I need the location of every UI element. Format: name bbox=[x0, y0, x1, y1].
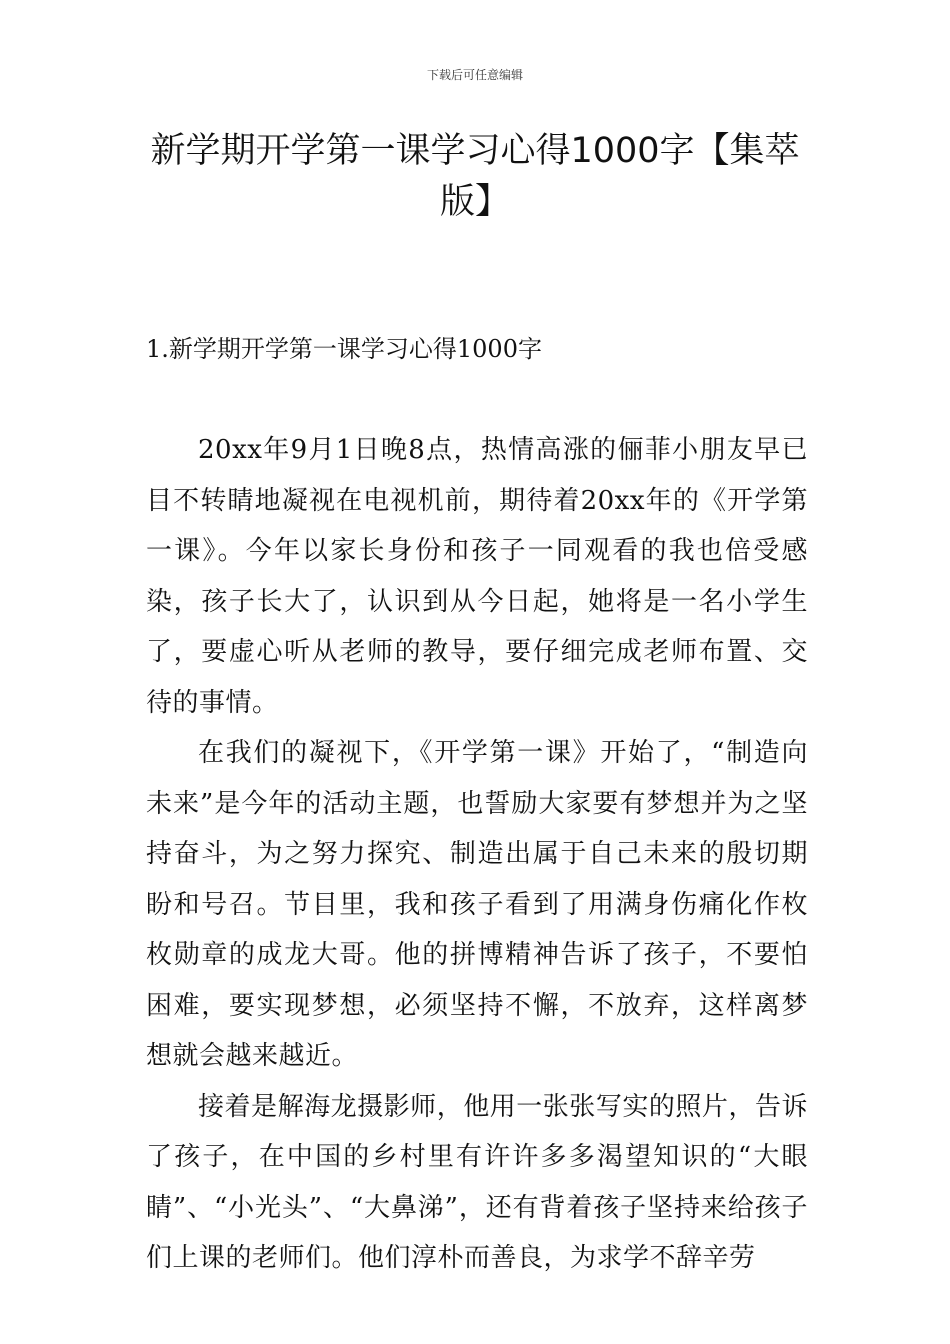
paragraph: 在我们的凝视下，《开学第一课》开始了，“制造向未来”是今年的活动主题，也誓励大家要有梦想并为之坚持奋斗，为之努力探究、制造出属于自己未来的殷切期盼和号召。节目里，我和孩子看到了用满身伤痛化作枚枚勋章的成龙大哥。他的拼博精神告诉了孩子，不要怕困难，要实现梦想，必须坚持不懈，不放弃，这样离梦想就会越来越近。 bbox=[146, 738, 808, 1071]
document-title: 新学期开学第一课学习心得1000字【集萃版】 bbox=[150, 131, 800, 222]
section-heading: 1.新学期开学第一课学习心得1000字 bbox=[146, 335, 542, 363]
document-body bbox=[146, 425, 808, 1284]
paragraph: 接着是解海龙摄影师，他用一张张写实的照片，告诉了孩子，在中国的乡村里有许许多多渴望知识的“大眼睛”、“小光头”、“大鼻涕”，还有背着孩子坚持来给孩子们上课的老师们。他们淳朴而善良，为求学不辞辛劳 bbox=[146, 1091, 808, 1273]
paragraph: 20xx年9月1日晚8点，热情高涨的俪菲小朋友早已目不转睛地凝视在电视机前，期待着20xx年的《开学第一课》。今年以家长身份和孩子一同观看的我也倍受感染，孩子长大了，认识到从今日起，她将是一名小学生了，要虚心听从老师的教导，要仔细完成老师布置、交待的事情。 bbox=[146, 435, 808, 718]
header-note: 下载后可任意编辑 bbox=[426, 68, 523, 82]
